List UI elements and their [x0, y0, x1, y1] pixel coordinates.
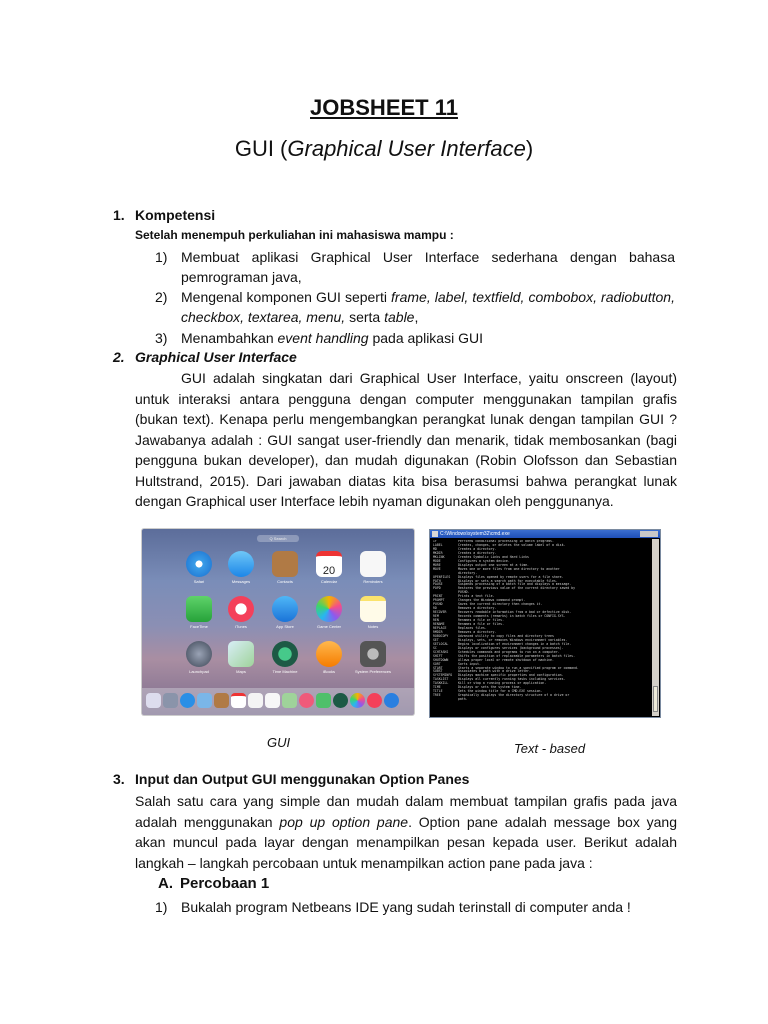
app-label: Notes — [367, 624, 379, 629]
notes-icon — [360, 596, 386, 622]
finder-icon — [146, 693, 161, 708]
cmd-line: REN Renames a file or files. — [433, 618, 505, 623]
section-title: Kompetensi — [135, 207, 216, 223]
launchpad-icon — [163, 693, 178, 708]
reminders-icon — [265, 693, 280, 708]
list-text-emphasis: frame, label, textfield, combobox, radiobutton, checkbox, textarea, menu, — [181, 289, 675, 325]
section-3-heading — [113, 771, 469, 787]
reminders-icon — [360, 551, 386, 577]
subtitle-suffix: ) — [525, 136, 534, 161]
mail-icon — [197, 693, 212, 708]
cmd-line: RMDIR Removes a directory. — [433, 629, 497, 634]
cmd-title-bar — [430, 530, 660, 538]
cmd-line: RD Removes a directory. — [433, 606, 497, 611]
dock — [142, 688, 414, 715]
calendar-icon — [231, 693, 246, 708]
cmd-line: PUSHD. — [433, 590, 470, 595]
maps-icon — [282, 693, 297, 708]
cmd-line: MKLINK Creates Symbolic Links and Hard Links — [433, 554, 529, 559]
cmd-line: PAUSE Suspends processing of a batch file and displays a message. — [433, 582, 572, 587]
cmd-title: C:\Windows\system32\cmd.exe — [440, 531, 510, 537]
cmd-line: REPLACE Replaces files. — [433, 625, 487, 630]
cmd-line: SC Displays or configures services (background processes). — [433, 645, 564, 650]
cmd-line: PATH Displays or sets a search path for executable files. — [433, 578, 558, 583]
paragraph-text: Salah satu cara yang simple dan mudah dalam membuat tampilan grafis pada java adalah menggunakan — [135, 793, 677, 830]
time-machine-icon — [272, 641, 298, 667]
paragraph-text: . Option pane adalah message box yang akan muncul pada layar dengan menampilkan pesan kepada user. Berikut adalah langkah – langkah percobaan untuk menampilkan action pane pada java : — [135, 813, 677, 871]
app-label: iTunes — [235, 624, 247, 629]
list-number: 2) — [155, 289, 168, 305]
list-item — [155, 247, 675, 287]
subtitle-prefix: GUI ( — [234, 136, 288, 161]
cmd-line: START Starts a separate window to run a specified program or command. — [433, 665, 579, 670]
list-text-plain: Menambahkan — [181, 330, 278, 346]
game-center-icon — [316, 596, 342, 622]
cmd-line: PROMPT Changes the Windows command prompt. — [433, 598, 526, 603]
cmd-line: TITLE Sets the window title for a CMD.EXE session. — [433, 689, 543, 694]
figure-caption-gui: GUI — [267, 735, 291, 750]
list-item — [155, 328, 675, 348]
list-item — [155, 287, 675, 327]
cmd-line: MKDIR Creates a directory. — [433, 550, 497, 555]
app-label: Game Center — [316, 624, 341, 629]
contacts-icon — [214, 693, 229, 708]
app-label: FaceTime — [190, 624, 208, 629]
cmd-line: TASKLIST Displays all currently running tasks including services. — [433, 677, 566, 682]
list-text-plain: , — [414, 309, 419, 325]
list-text-plain: Mengenal komponen GUI seperti — [181, 289, 392, 305]
time-machine-icon — [333, 693, 348, 708]
app-label: Messages — [231, 579, 251, 584]
itunes-icon — [367, 693, 382, 708]
cmd-line: OPENFILES Displays files opened by remote users for a file share. — [433, 574, 564, 579]
section-3-paragraph — [135, 791, 677, 873]
section-1-heading — [113, 207, 215, 223]
cmd-line: PUSHD Saves the current directory then changes it. — [433, 602, 543, 607]
cmd-line: MODE Configures a system device. — [433, 558, 510, 563]
safari-icon — [186, 551, 212, 577]
messages-icon — [228, 551, 254, 577]
contacts-icon — [272, 551, 298, 577]
list-text — [181, 328, 675, 348]
list-text-plain: serta — [345, 309, 385, 325]
app-label: Launchpad — [189, 669, 209, 674]
cmd-line: LABEL Creates, changes, or deletes the volume label of a disk. — [433, 542, 566, 547]
app-label: Reminders — [363, 579, 383, 584]
subsection-heading — [158, 875, 269, 892]
list-number: 1) — [155, 899, 168, 915]
app-label: System Preferences — [355, 669, 392, 674]
cmd-line: ROBOCOPY Advanced utility to copy files and directory trees — [433, 633, 554, 638]
list-text-emphasis: event handling — [277, 330, 369, 346]
figure-caption-text: Text - based — [514, 741, 586, 756]
section-number: 3. — [113, 771, 125, 787]
cmd-line: path. — [433, 697, 468, 702]
window-controls-icon — [640, 531, 658, 537]
section-2-paragraph: GUI adalah singkatan dari Graphical User Interface, yaitu onscreen (layout) untuk interaksi antara pengguna dengan computer menggunakan tampilan grafis (bukan text). Kenapa perlu mengembangkan perangkat lunak dengan tampilan GUI ? Jawabanya adalah : GUI sangat user-friendly dan menarik, tidak membosankan (bagi pengguna bukan developer), dan mudah digunakan (Robin Olofsson dan Sebastian Hultstrand, 2015). Dari jawaban diatas kita bisa berasumsi bahwa perangkat lunak dengan Graphical user Interface lebih nyaman digunakan oleh penggunanya. — [135, 370, 677, 509]
app-label: Time Machine — [272, 669, 298, 674]
launchpad-icon — [186, 641, 212, 667]
system-preferences-icon — [360, 641, 386, 667]
facetime-icon — [186, 596, 212, 622]
cmd-line: directory. — [433, 570, 478, 575]
cmd-line: SETLOCAL Begins localization of environment changes in a batch file. — [433, 641, 572, 646]
app-store-icon — [384, 693, 399, 708]
safari-icon — [180, 693, 195, 708]
cmd-line: SUBST Associates a path with a drive letter. — [433, 669, 531, 674]
cmd-line: SYSTEMINFO Displays machine specific properties and configuration. — [433, 673, 564, 678]
document-title: JOBSHEET 11 — [310, 95, 458, 120]
cmd-line: REM Records comments (remarks) in batch files or CONFIG.SYS. — [433, 614, 566, 619]
list-item — [155, 897, 675, 917]
gui-screenshot — [142, 529, 414, 715]
cmd-output — [433, 540, 650, 715]
section-title: Graphical User Interface — [135, 349, 297, 365]
cmd-line: RENAME Renames a file or files. — [433, 622, 505, 627]
app-store-icon — [272, 596, 298, 622]
section-number: 2. — [113, 349, 125, 365]
list-text-emphasis: table — [384, 309, 415, 325]
list-text — [181, 287, 675, 327]
subtitle-emphasis: Graphical User Interface — [287, 136, 526, 161]
app-label: App Store — [276, 624, 294, 629]
scrollbar-thumb — [653, 686, 658, 712]
section-title: Input dan Output GUI menggunakan Option Panes — [135, 771, 470, 787]
cmd-line: SCHTASKS Schedules commands and programs to run on a computer. — [433, 649, 560, 654]
cmd-line: SHIFT Shifts the position of replaceable parameters in batch files. — [433, 653, 576, 658]
cmd-line: POPD Restores the previous value of the current directory saved by — [433, 586, 576, 591]
list-text: Membuat aplikasi Graphical User Interface sederhana dengan bahasa pemrograman java, — [181, 249, 675, 285]
app-label: Contacts — [277, 579, 293, 584]
cmd-line: MD Creates a directory. — [433, 546, 497, 551]
subsection-letter: A. — [158, 875, 173, 892]
list-text-plain: pada aplikasi GUI — [368, 330, 483, 346]
cmd-line: IF Performs conditional processing in batch programs. — [433, 540, 554, 543]
app-label: Maps — [236, 669, 246, 674]
cmd-line: TASKKILL Kill or stop a running process or application. — [433, 681, 547, 686]
calendar-icon: 20 — [316, 551, 342, 577]
section-number: 1. — [113, 207, 125, 223]
search-bar: Q Search — [257, 535, 299, 542]
app-label: Calendar — [320, 579, 338, 584]
cmd-line: SORT Sorts input. — [433, 661, 481, 666]
facetime-icon — [316, 693, 331, 708]
list-number: 1) — [155, 249, 168, 265]
notes-icon — [248, 693, 263, 708]
list-text: Bukalah program Netbeans IDE yang sudah terinstall di computer anda ! — [181, 899, 631, 915]
cmd-line: RECOVER Recovers readable information from a bad or defective disk. — [433, 610, 572, 615]
itunes-icon — [228, 596, 254, 622]
ibooks-icon — [316, 641, 342, 667]
maps-icon — [228, 641, 254, 667]
cmd-scrollbar — [652, 539, 659, 716]
game-center-icon — [350, 693, 365, 708]
document-subtitle — [0, 136, 768, 162]
cmd-line: TREE Graphically displays the directory structure of a drive or — [433, 693, 570, 698]
photos-icon — [299, 693, 314, 708]
cmd-line: TIME Displays or sets the system time. — [433, 685, 522, 690]
app-label: iBooks — [322, 669, 335, 674]
paragraph-emphasis: pop up option pane — [279, 813, 409, 830]
cmd-line: PRINT Prints a text file. — [433, 594, 495, 599]
list-number: 3) — [155, 330, 168, 346]
subsection-title: Percobaan 1 — [180, 875, 270, 892]
section-2-heading — [113, 349, 297, 365]
app-label: Safari — [193, 579, 205, 584]
cmd-line: SET Displays, sets, or removes Windows environment variables. — [433, 637, 568, 642]
section-1-intro: Setelah menempuh perkuliahan ini mahasiswa mampu : — [135, 228, 454, 242]
cmd-screenshot — [429, 529, 661, 718]
cmd-line: SHUTDOWN Allows proper local or remote shutdown of machine. — [433, 657, 554, 662]
cmd-line: MORE Displays output one screen at a time. — [433, 562, 529, 567]
cmd-line: MOVE Moves one or more files from one directory to another — [433, 566, 560, 571]
cmd-window-icon — [432, 531, 438, 537]
